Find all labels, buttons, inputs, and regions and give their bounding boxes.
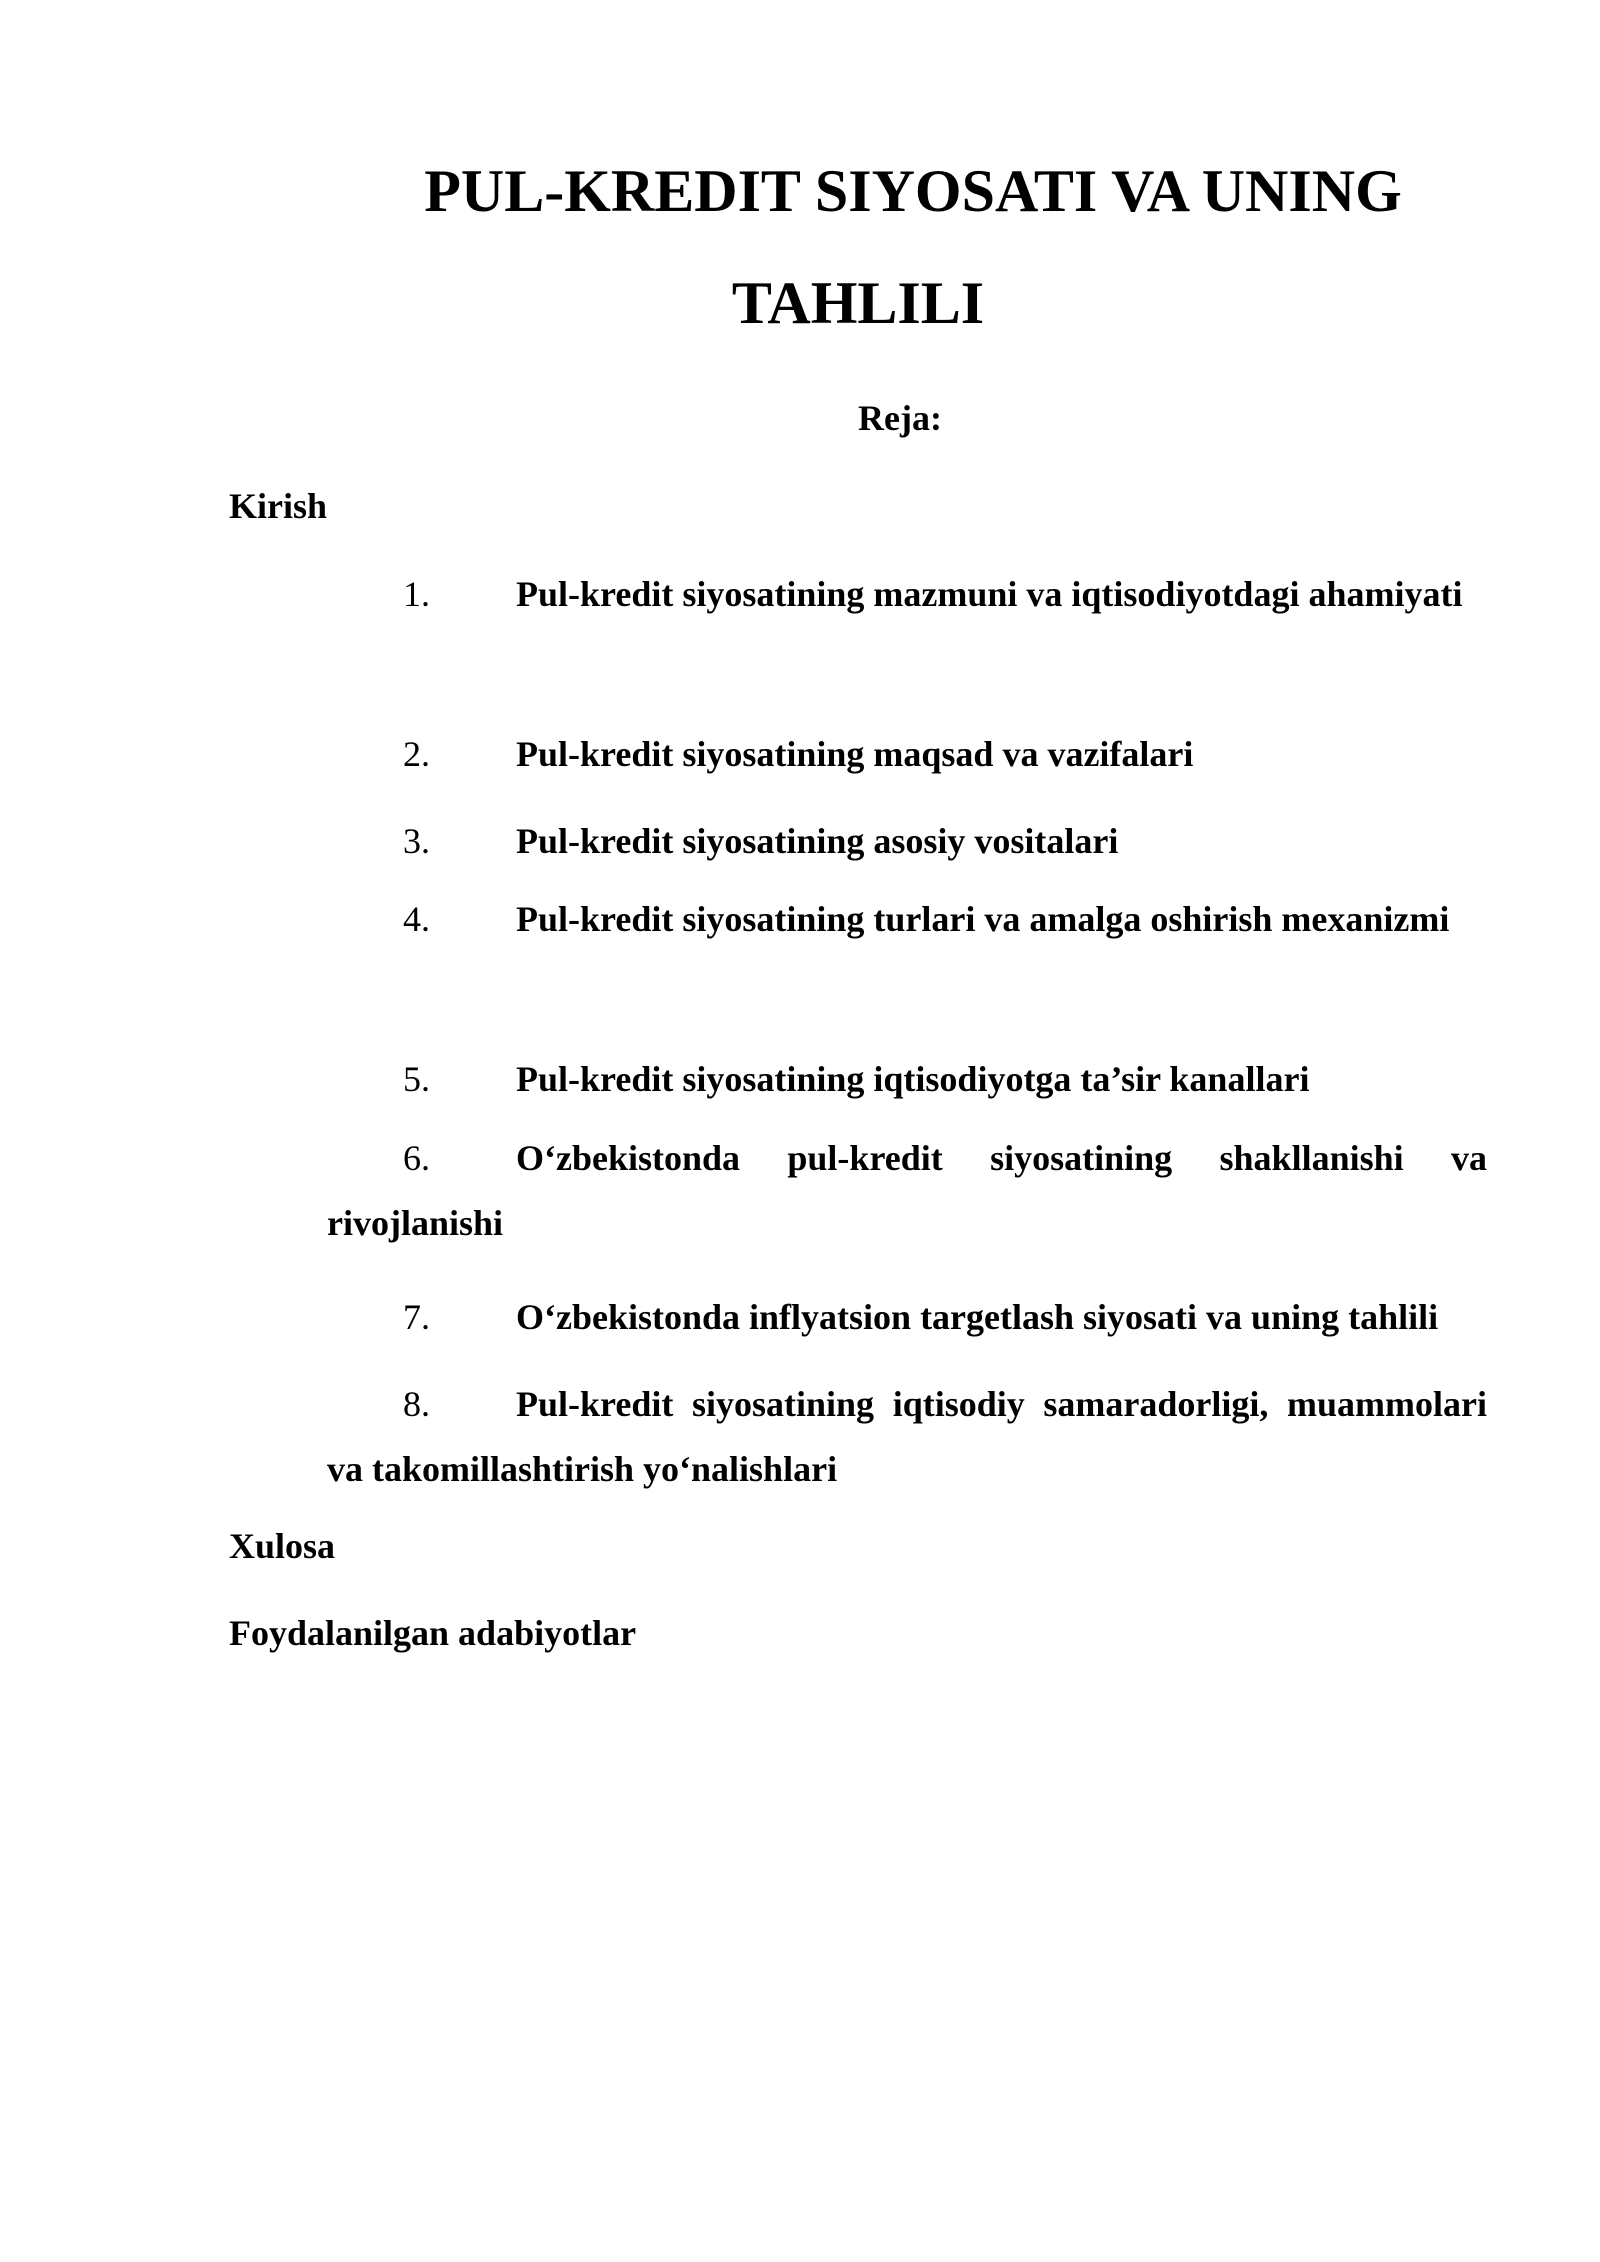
- toc-item-number: 7.: [403, 1297, 430, 1337]
- toc-item-text: Pul-kredit siyosatining maqsad va vazifalari: [516, 734, 1194, 774]
- toc-item-number: 6.: [403, 1138, 430, 1178]
- toc-item-number: 3.: [403, 821, 430, 861]
- toc-item-1: [327, 562, 1487, 627]
- intro-heading: Kirish: [229, 486, 328, 526]
- toc-item-7: [327, 1285, 1487, 1350]
- document-title-line-2: TAHLILI: [731, 270, 985, 336]
- toc-item-number: 4.: [403, 899, 430, 939]
- toc-item-text: Pul-kredit siyosatining turlari va amalga oshirish mexanizmi: [516, 899, 1450, 939]
- toc-item-number: 5.: [403, 1059, 430, 1099]
- toc-item-text: O‘zbekistonda pul-kredit siyosatining shakllanishi va rivojlanishi: [327, 1138, 1487, 1243]
- toc-item-8: [327, 1372, 1487, 1502]
- references-heading: Foydalanilgan adabiyotlar: [229, 1613, 637, 1653]
- toc-item-text: O‘zbekistonda inflyatsion targetlash siyosati va uning tahlili: [516, 1297, 1439, 1337]
- toc-item-5: [327, 1047, 1487, 1112]
- toc-item-text: Pul-kredit siyosatining iqtisodiy samaradorligi, muammolari va takomillashtirish yo‘nalishlari: [327, 1384, 1487, 1489]
- toc-item-number: 2.: [403, 734, 430, 774]
- toc-item-3: [327, 809, 1487, 874]
- document-title-line-1: PUL-KREDIT SIYOSATI VA UNING: [424, 158, 1402, 224]
- toc-item-number: 8.: [403, 1384, 430, 1424]
- plan-heading: Reja:: [858, 398, 942, 438]
- toc-item-text: Pul-kredit siyosatining mazmuni va iqtisodiyotdagi ahamiyati: [516, 574, 1463, 614]
- toc-item-text: Pul-kredit siyosatining asosiy vositalari: [516, 821, 1119, 861]
- toc-item-2: [327, 722, 1487, 787]
- toc-item-6: [327, 1126, 1487, 1256]
- toc-item-text: Pul-kredit siyosatining iqtisodiyotga ta’sir kanallari: [516, 1059, 1310, 1099]
- conclusion-heading: Xulosa: [229, 1526, 336, 1566]
- toc-item-4: [327, 887, 1487, 952]
- toc-item-number: 1.: [403, 574, 430, 614]
